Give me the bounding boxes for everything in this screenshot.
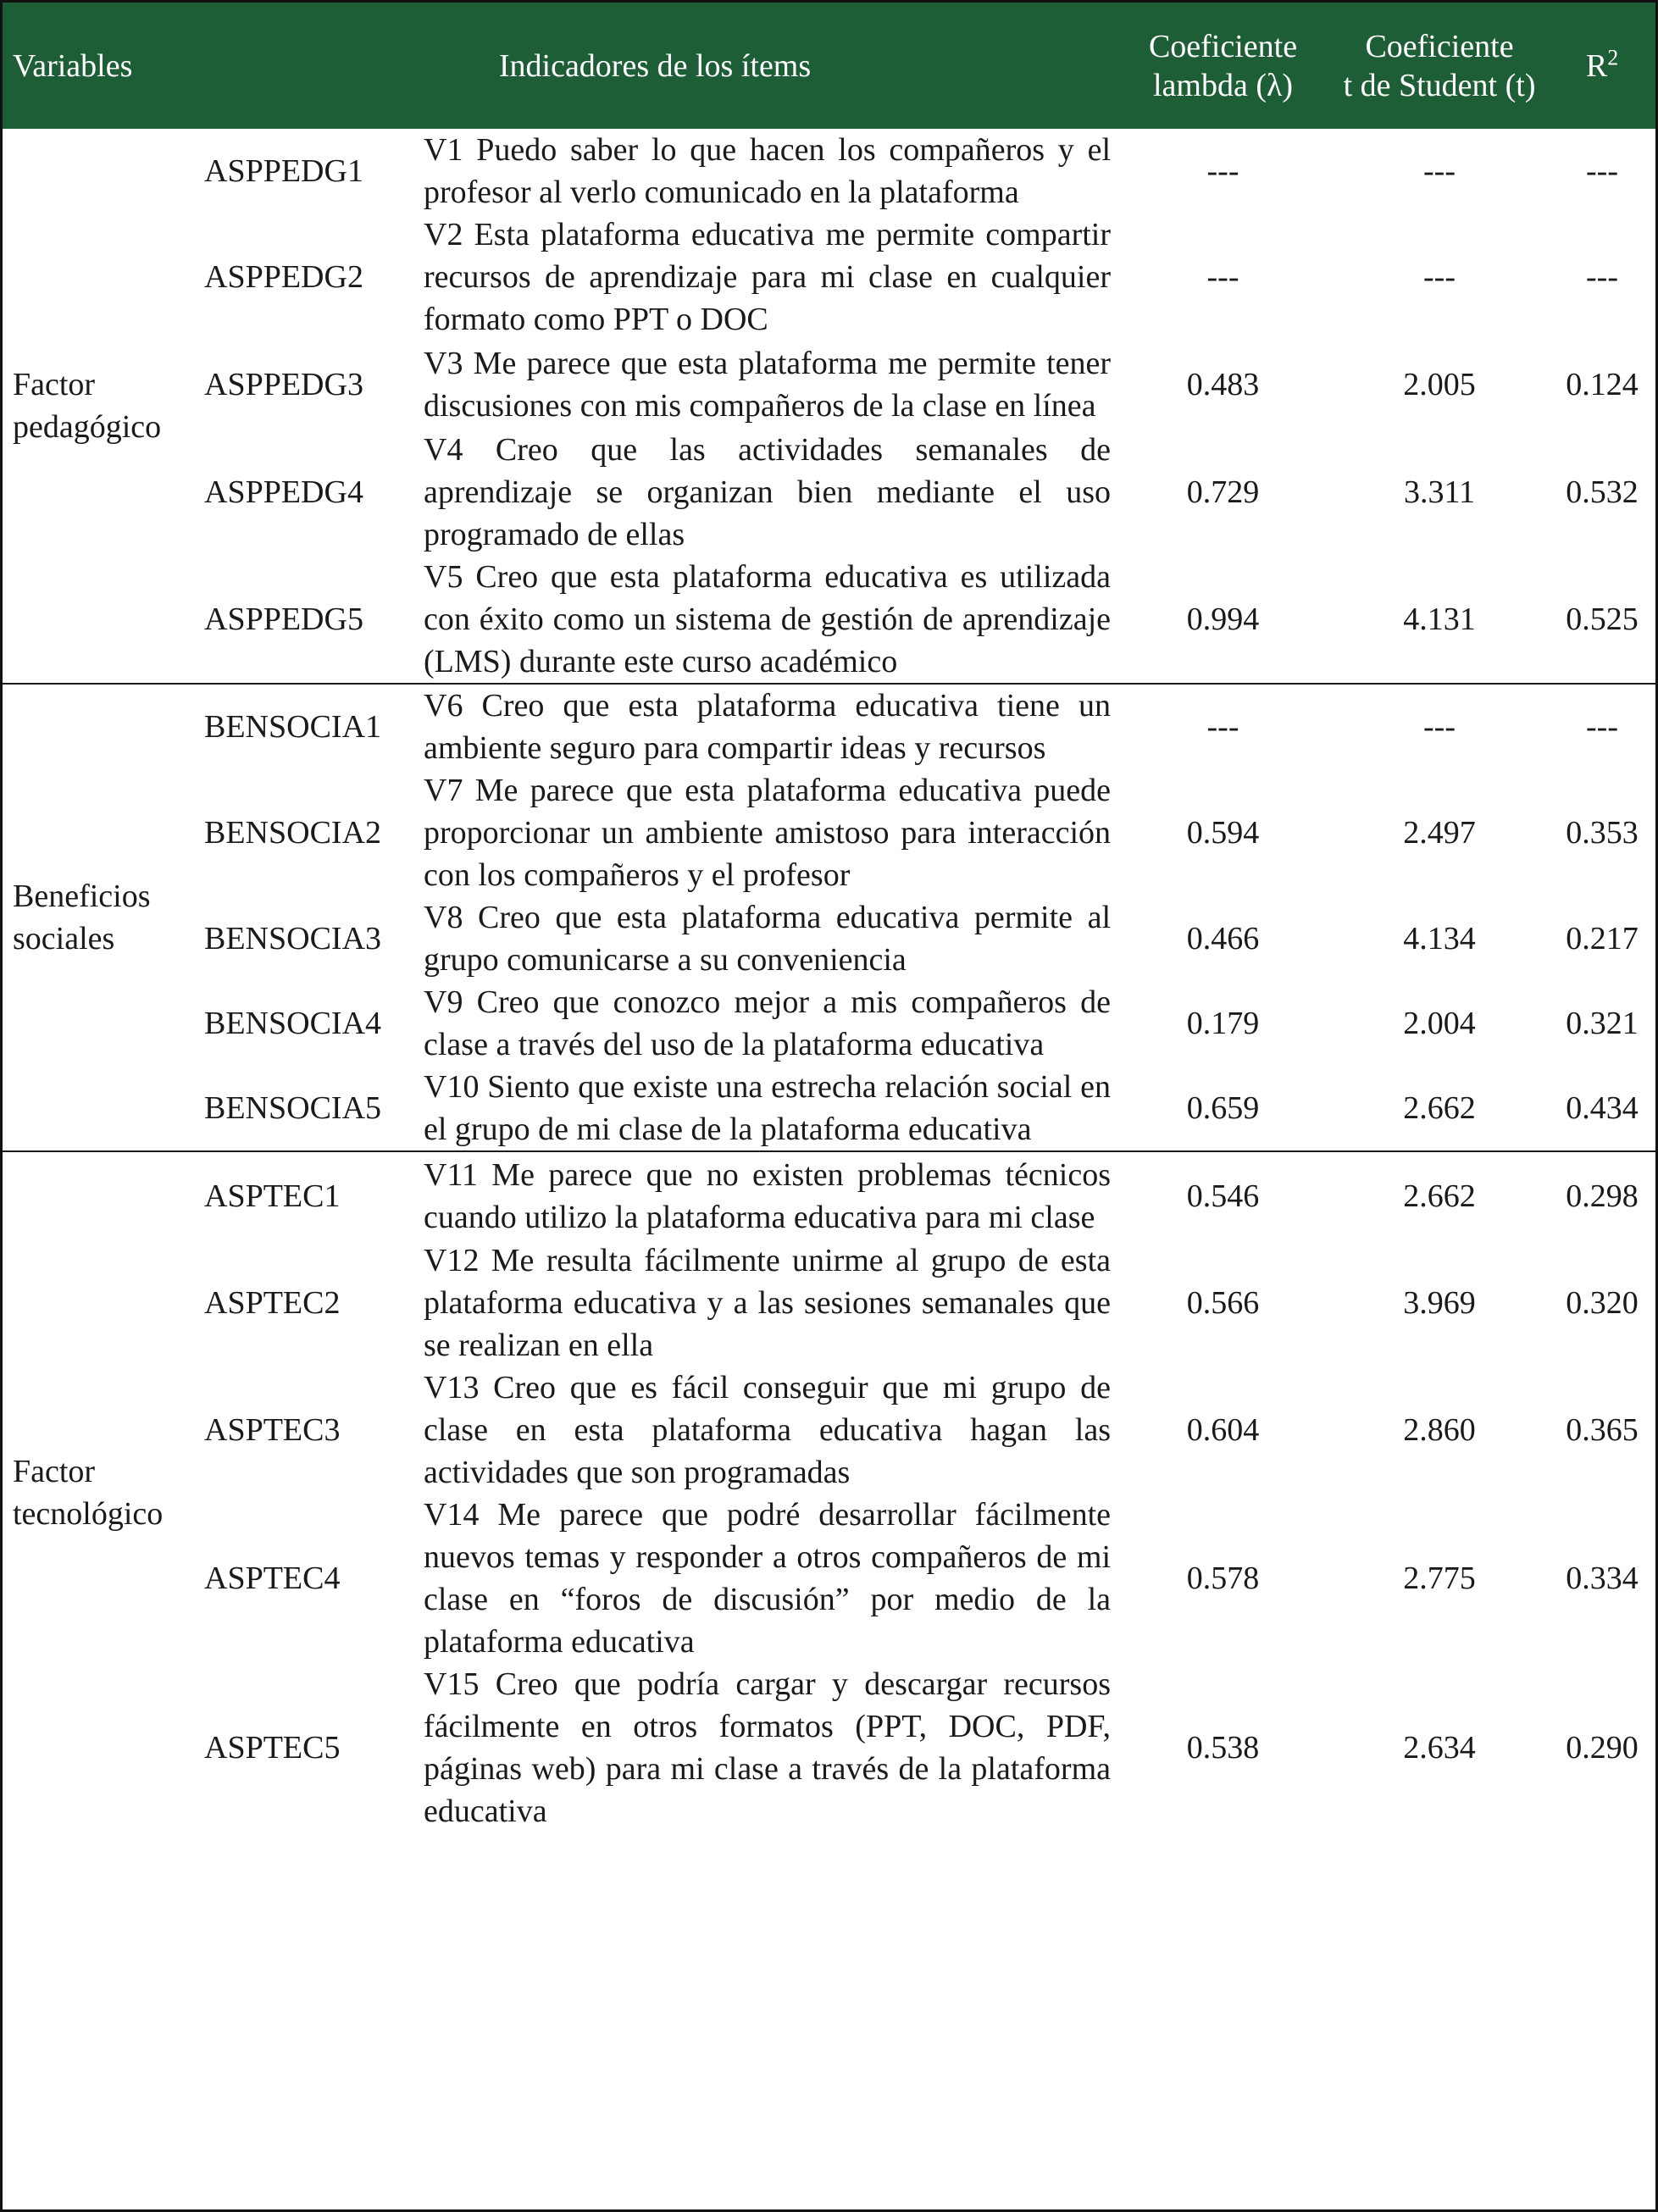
variable-label-line1: Factor xyxy=(13,367,96,402)
item-r2: 0.334 xyxy=(1566,1561,1639,1596)
header-lambda xyxy=(1116,3,1330,129)
item-t-student: 2.005 xyxy=(1403,367,1476,402)
item-code: ASPPEDG1 xyxy=(204,153,363,189)
item-indicator-text: V4 Creo que las actividades semanales de aprendizaje se organizan bien mediante el uso programado de ellas xyxy=(424,432,1112,552)
header-r2 xyxy=(1549,3,1655,129)
item-indicator-text: V8 Creo que esta plataforma educativa permite al grupo comunicarse a su conveniencia xyxy=(424,900,1112,978)
item-lambda: 0.729 xyxy=(1186,474,1260,510)
table-row xyxy=(3,1663,1655,1832)
item-lambda: --- xyxy=(1206,153,1239,189)
variable-label-line1: Beneficios xyxy=(13,879,151,914)
item-lambda: 0.483 xyxy=(1186,367,1260,402)
header-lambda-line1: Coeficiente xyxy=(1148,28,1298,64)
item-r2: 0.525 xyxy=(1549,556,1655,684)
item-r2: --- xyxy=(1586,153,1618,189)
item-indicator-text: V9 Creo que conozco mejor a mis compañeros de clase a través del uso de la plataforma educativa xyxy=(424,984,1112,1062)
table-row xyxy=(3,429,1655,556)
item-lambda: 0.604 xyxy=(1186,1412,1260,1448)
variable-group-label xyxy=(3,129,194,684)
table-row xyxy=(3,981,1655,1066)
item-r2: 0.124 xyxy=(1566,367,1639,402)
item-r2: 0.321 xyxy=(1566,1006,1639,1041)
item-lambda: 0.594 xyxy=(1186,815,1260,851)
item-t-student: 2.634 xyxy=(1403,1730,1476,1766)
table-row xyxy=(3,1151,1655,1239)
item-r2: --- xyxy=(1586,259,1618,295)
item-code: ASPTEC2 xyxy=(204,1285,341,1321)
table-row xyxy=(3,769,1655,896)
table-row xyxy=(3,896,1655,981)
item-lambda: 0.546 xyxy=(1186,1178,1260,1214)
table-row xyxy=(3,556,1655,684)
header-r2-sup: 2 xyxy=(1607,44,1619,69)
item-t-student: 3.311 xyxy=(1403,474,1476,510)
header-t-student xyxy=(1330,3,1549,129)
table-row xyxy=(3,1239,1655,1367)
header-r2-base: R xyxy=(1585,47,1608,84)
item-code: ASPTEC3 xyxy=(204,1412,341,1448)
item-r2: 0.532 xyxy=(1566,474,1639,510)
item-r2: 0.298 xyxy=(1566,1178,1639,1214)
item-t-student: 4.134 xyxy=(1403,921,1476,956)
variable-group-label xyxy=(3,1151,194,1832)
item-r2: 0.434 xyxy=(1549,1066,1655,1151)
item-code: ASPTEC5 xyxy=(204,1730,341,1766)
item-indicator-text: V14 Me parece que podré desarrollar fácilmente nuevos temas y responder a otros compañeros de mi clase en “foros de discusión” por medio de la plataforma educativa xyxy=(424,1497,1112,1660)
header-variables-label: Variables xyxy=(13,47,133,84)
measurement-model-table xyxy=(3,3,1655,1832)
item-code: ASPPEDG2 xyxy=(204,259,363,295)
item-t-student: --- xyxy=(1423,259,1456,295)
table-row xyxy=(3,1494,1655,1663)
item-lambda: 0.538 xyxy=(1186,1730,1260,1766)
item-code: ASPTEC4 xyxy=(204,1561,341,1596)
table-row xyxy=(3,341,1655,429)
item-t-student: 2.662 xyxy=(1403,1178,1476,1214)
item-t-student: 2.004 xyxy=(1403,1006,1476,1041)
item-indicator-text: V10 Siento que existe una estrecha relación social en el grupo de mi clase de la plataforma educativa xyxy=(413,1066,1116,1151)
variable-group-label xyxy=(3,684,194,1151)
table-header-row xyxy=(3,3,1655,129)
item-r2: 0.290 xyxy=(1566,1730,1639,1766)
item-indicator-text: V13 Creo que es fácil conseguir que mi grupo de clase en esta plataforma educativa hagan las actividades que son programadas xyxy=(424,1370,1112,1490)
item-code: ASPPEDG4 xyxy=(204,474,363,510)
variable-label-line2: sociales xyxy=(13,921,115,956)
item-r2: 0.217 xyxy=(1566,921,1639,956)
item-lambda: 0.466 xyxy=(1186,921,1260,956)
item-t-student: 2.662 xyxy=(1330,1066,1549,1151)
item-indicator-text: V1 Puedo saber lo que hacen los compañeros y el profesor al verlo comunicado en la plataforma xyxy=(424,132,1112,210)
item-code: BENSOCIA5 xyxy=(194,1066,413,1151)
table-row xyxy=(3,1367,1655,1494)
item-lambda: 0.659 xyxy=(1116,1066,1330,1151)
header-t-line2: t de Student (t) xyxy=(1343,67,1536,103)
item-t-student: 4.131 xyxy=(1330,556,1549,684)
item-indicator-text: V15 Creo que podría cargar y descargar recursos fácilmente en otros formatos (PPT, DOC, PDF, páginas web) para mi clase a través de la plataforma educativa xyxy=(424,1666,1112,1829)
item-r2: 0.320 xyxy=(1566,1285,1639,1321)
item-indicator-text: V2 Esta plataforma educativa me permite compartir recursos de aprendizaje para mi clase en cualquier formato como PPT o DOC xyxy=(424,217,1112,337)
table-row xyxy=(3,213,1655,341)
item-lambda: 0.578 xyxy=(1186,1561,1260,1596)
table-row xyxy=(3,1066,1655,1151)
item-t-student: 2.497 xyxy=(1403,815,1476,851)
item-t-student: 2.775 xyxy=(1403,1561,1476,1596)
item-t-student: 3.969 xyxy=(1403,1285,1476,1321)
item-code: ASPPEDG3 xyxy=(204,367,363,402)
variable-label-line2: tecnológico xyxy=(13,1495,164,1532)
item-lambda: 0.566 xyxy=(1186,1285,1260,1321)
item-lambda: 0.179 xyxy=(1186,1006,1260,1041)
header-indicators-label: Indicadores de los ítems xyxy=(498,47,812,84)
item-t-student: 2.860 xyxy=(1403,1412,1476,1448)
item-lambda: --- xyxy=(1206,259,1239,295)
item-code: BENSOCIA3 xyxy=(204,921,382,956)
item-lambda: --- xyxy=(1206,709,1239,745)
header-lambda-line2: lambda (λ) xyxy=(1152,67,1294,103)
variable-label-line1: Factor xyxy=(13,1453,96,1489)
item-code: ASPPEDG5 xyxy=(194,556,413,684)
table-body xyxy=(3,129,1655,1832)
item-indicator-text: V12 Me resulta fácilmente unirme al grupo de esta plataforma educativa y a las sesiones semanales que se realizan en ella xyxy=(424,1243,1112,1363)
item-code: ASPTEC1 xyxy=(204,1178,341,1214)
item-r2: 0.353 xyxy=(1566,815,1639,851)
header-t-line1: Coeficiente xyxy=(1365,28,1514,64)
header-variables xyxy=(3,3,194,129)
variable-label-line2: pedagógico xyxy=(13,409,162,445)
item-lambda: 0.994 xyxy=(1116,556,1330,684)
table-row xyxy=(3,684,1655,769)
item-code: BENSOCIA4 xyxy=(204,1006,382,1041)
item-r2: --- xyxy=(1586,709,1618,745)
item-t-student: --- xyxy=(1423,709,1456,745)
item-indicator-text: V6 Creo que esta plataforma educativa tiene un ambiente seguro para compartir ideas y recursos xyxy=(424,688,1112,766)
item-indicator-text: V7 Me parece que esta plataforma educativa puede proporcionar un ambiente amistoso para interacción con los compañeros y el profesor xyxy=(424,773,1112,893)
item-t-student: --- xyxy=(1423,153,1456,189)
item-code: BENSOCIA2 xyxy=(204,815,382,851)
item-code: BENSOCIA1 xyxy=(204,709,382,745)
item-indicator-text: V5 Creo que esta plataforma educativa es utilizada con éxito como un sistema de gestión de aprendizaje (LMS) durante este curso académico xyxy=(413,556,1116,684)
item-indicator-text: V11 Me parece que no existen problemas técnicos cuando utilizo la plataforma educativa para mi clase xyxy=(424,1156,1112,1235)
item-r2: 0.365 xyxy=(1566,1412,1639,1448)
header-indicators xyxy=(194,3,1116,129)
table-row xyxy=(3,129,1655,213)
item-indicator-text: V3 Me parece que esta plataforma me permite tener discusiones con mis compañeros de la clase en línea xyxy=(424,346,1112,424)
